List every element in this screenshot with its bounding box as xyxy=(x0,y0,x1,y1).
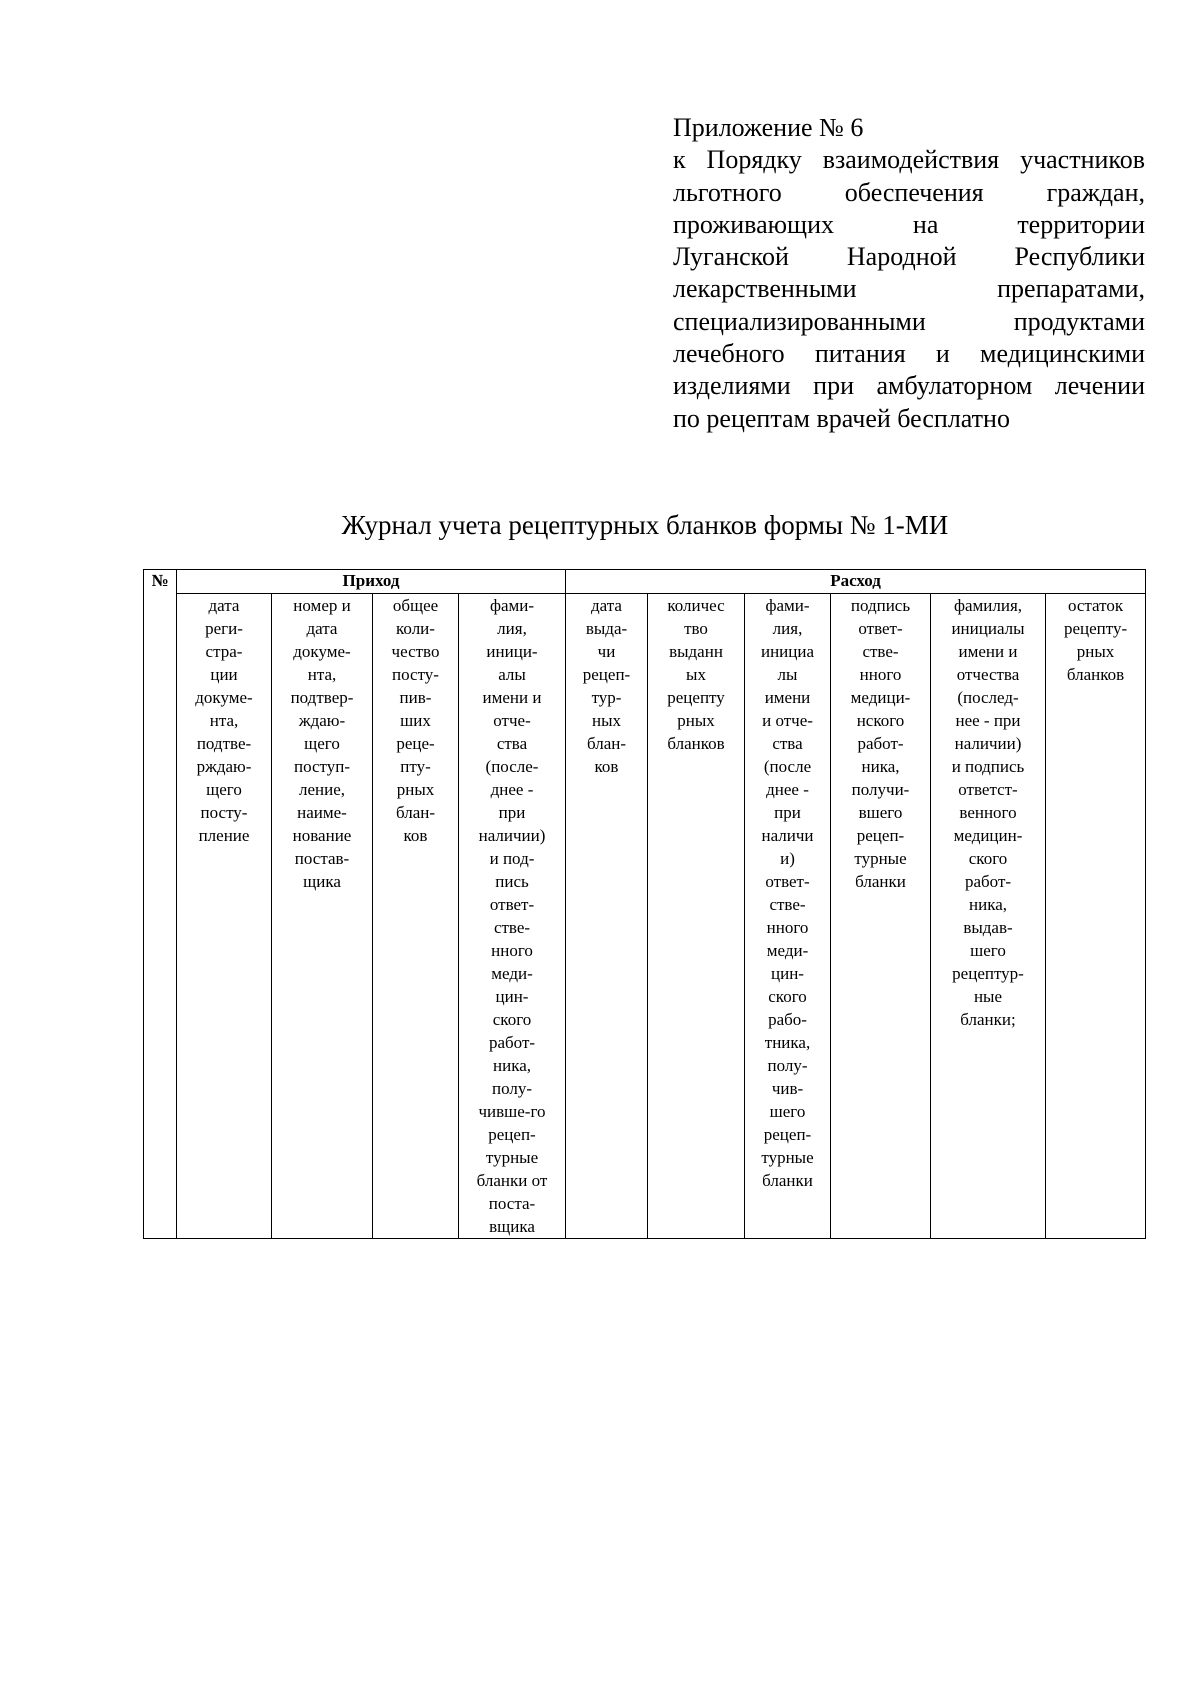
cell-text-line: рных xyxy=(1076,642,1115,661)
column-cell xyxy=(177,594,272,1239)
appendix-line: Приложение № 6 xyxy=(673,113,864,142)
cell-text-line: бланков xyxy=(667,734,725,753)
cell-text-line: ков xyxy=(594,757,619,776)
cell-text-line: бланков xyxy=(1066,665,1125,684)
cell-text-line: посту- xyxy=(200,803,248,822)
cell-text-line: имени и xyxy=(482,688,542,707)
appendix-line: к Порядку взаимодействия участников xyxy=(673,145,1145,175)
cell-text-line: и под- xyxy=(489,849,535,868)
cell-text-line: щика xyxy=(303,872,341,891)
cell-text-line: нее - при xyxy=(955,711,1021,730)
appendix-line: проживающих на территории xyxy=(673,209,1145,239)
cell-text-line: нного xyxy=(859,665,902,684)
cell-text-line: меди- xyxy=(766,941,809,960)
cell-text-line: ства xyxy=(496,734,528,753)
cell-text-line: докуме- xyxy=(195,688,253,707)
cell-text-line: работ- xyxy=(488,1033,536,1052)
cell-text-line: докуме- xyxy=(293,642,351,661)
cell-text-line: подтве- xyxy=(196,734,252,753)
cell-text-line: ника, xyxy=(493,1056,531,1075)
cell-text-line: бланки; xyxy=(960,1010,1016,1029)
cell-text-line: венного xyxy=(959,803,1017,822)
cell-text-line: бланки xyxy=(855,872,906,891)
cell-text-line: щего xyxy=(304,734,340,753)
cell-text-line: подпись xyxy=(850,596,911,615)
table-header-row xyxy=(144,570,1146,594)
cell-text-line: поступ- xyxy=(293,757,351,776)
cell-text-line: алы xyxy=(498,665,526,684)
cell-text-line: нного xyxy=(491,941,533,960)
cell-text-line: имени xyxy=(764,688,811,707)
column-cell xyxy=(745,594,831,1239)
cell-text-line: нта, xyxy=(209,711,239,730)
cell-text-line: цин- xyxy=(771,964,804,983)
cell-text-line: бланки xyxy=(762,1171,813,1190)
cell-text-line: ответст- xyxy=(958,780,1018,799)
column-cell xyxy=(648,594,745,1239)
cell-text-line: рабо- xyxy=(768,1010,807,1029)
appendix-line: льготного обеспечения граждан, xyxy=(673,177,1145,207)
column-cell xyxy=(373,594,459,1239)
cell-text-line: поста- xyxy=(488,1194,536,1213)
cell-text-line: ского xyxy=(492,1010,532,1029)
cell-text-line: фами- xyxy=(489,596,535,615)
cell-text-line: отчества xyxy=(956,665,1020,684)
cell-text-line: вшего xyxy=(858,803,903,822)
cell-text-line: общее xyxy=(392,596,439,615)
cell-text-line: ление, xyxy=(298,780,346,799)
cell-text-line: щего xyxy=(206,780,242,799)
cell-text-line: ших xyxy=(400,711,431,730)
cell-text-line: блан- xyxy=(395,803,435,822)
cell-text-line: нного xyxy=(766,918,809,937)
cell-text-line: меди- xyxy=(491,964,533,983)
cell-text-line: лы xyxy=(777,665,798,684)
cell-text-line: чив- xyxy=(771,1079,804,1098)
column-cell xyxy=(1046,594,1146,1239)
cell-text-line: днее - xyxy=(490,780,534,799)
cell-text-line: выдав- xyxy=(963,918,1013,937)
appendix-line: по рецептам врачей бесплатно xyxy=(673,403,1010,433)
cell-text-line: инициа xyxy=(760,642,815,661)
cell-text-line: ых xyxy=(686,665,706,684)
cell-text-line: реце- xyxy=(396,734,435,753)
cell-text-line: наличии) xyxy=(954,734,1022,753)
table-row xyxy=(144,594,1146,1239)
cell-text-line: блан- xyxy=(586,734,626,753)
cell-text-line: нта, xyxy=(307,665,337,684)
column-cell xyxy=(566,594,648,1239)
cell-text-line: наиме- xyxy=(297,803,347,822)
cell-text-line: иници- xyxy=(486,642,538,661)
cell-text-line: ждаю- xyxy=(298,711,346,730)
cell-text-line: ника, xyxy=(861,757,900,776)
expense-header: Расход xyxy=(566,570,1146,594)
cell-text-line: турные xyxy=(761,1148,814,1167)
cell-text-line: получи- xyxy=(851,780,910,799)
appendix-line: изделиями при амбулаторном лечении xyxy=(673,371,1145,401)
cell-text-line: ника, xyxy=(969,895,1007,914)
cell-text-line: и) xyxy=(780,849,795,868)
appendix-block xyxy=(673,112,1145,435)
cell-text-line: ства xyxy=(772,734,803,753)
cell-text-line: турные xyxy=(485,1148,539,1167)
cell-text-line: рецеп- xyxy=(488,1125,536,1144)
column-cell xyxy=(831,594,931,1239)
cell-text-line: ков xyxy=(403,826,428,845)
cell-text-line: вщика xyxy=(489,1217,535,1236)
column-cell xyxy=(272,594,373,1239)
cell-text-line: нского xyxy=(856,711,905,730)
cell-text-line: рецептур- xyxy=(952,964,1024,983)
cell-text-line: днее - xyxy=(766,780,809,799)
cell-text-line: работ- xyxy=(964,872,1012,891)
cell-text-line: тника, xyxy=(764,1033,811,1052)
cell-text-line: ответ- xyxy=(765,872,810,891)
cell-text-line: рецеп- xyxy=(763,1125,812,1144)
journal-table xyxy=(143,569,1146,1239)
cell-text-line: рных xyxy=(396,780,435,799)
cell-text-line: (после- xyxy=(485,757,539,776)
cell-text-line: выда- xyxy=(585,619,628,638)
cell-text-line: дата xyxy=(208,596,240,615)
cell-text-line: и отче- xyxy=(762,711,813,730)
cell-text-line: отче- xyxy=(493,711,531,730)
cell-text-line: наличии) xyxy=(478,826,546,845)
cell-text-line: ные xyxy=(973,987,1003,1006)
appendix-line: лечебного питания и медицинскими xyxy=(673,339,1145,369)
cell-text-line: рецепту- xyxy=(1063,619,1128,638)
cell-text-line: пление xyxy=(198,826,250,845)
cell-text-line: постав- xyxy=(294,849,350,868)
cell-text-line: и подпись xyxy=(951,757,1025,776)
cell-text-line: фамилия, xyxy=(953,596,1023,615)
cell-text-line: медицин- xyxy=(953,826,1023,845)
cell-text-line: лия, xyxy=(497,619,527,638)
cell-text-line: ответ- xyxy=(489,895,535,914)
cell-text-line: при xyxy=(774,803,801,822)
cell-text-line: дата xyxy=(306,619,338,638)
cell-text-line: пив- xyxy=(399,688,432,707)
appendix-line: Луганской Народной Республики xyxy=(673,242,1145,272)
cell-text-line: коли- xyxy=(396,619,435,638)
cell-text-line: фами- xyxy=(765,596,810,615)
income-header: Приход xyxy=(177,570,566,594)
cell-text-line: реги- xyxy=(205,619,243,638)
cell-text-line: стве- xyxy=(493,918,531,937)
journal-title: Журнал учета рецептурных бланков формы № 1-МИ xyxy=(341,510,949,540)
cell-text-line: цин- xyxy=(495,987,529,1006)
number-column-header: № xyxy=(144,570,177,1239)
cell-text-line: нование xyxy=(292,826,352,845)
appendix-line: специализированными продуктами xyxy=(673,306,1145,336)
cell-text-line: рецепту xyxy=(667,688,725,707)
cell-text-line: работ- xyxy=(857,734,904,753)
cell-text-line: стра- xyxy=(205,642,243,661)
cell-text-line: чи xyxy=(597,642,616,661)
cell-text-line: ных xyxy=(591,711,622,730)
cell-text-line: шего xyxy=(970,941,1006,960)
cell-text-line: посту- xyxy=(392,665,439,684)
cell-text-line: количес xyxy=(667,596,725,615)
cell-text-line: стве- xyxy=(769,895,806,914)
cell-text-line: стве- xyxy=(862,642,899,661)
cell-text-line: лия, xyxy=(772,619,803,638)
cell-text-line: дата xyxy=(591,596,622,615)
cell-text-line: тур- xyxy=(591,688,622,707)
appendix-line: лекарственными препаратами, xyxy=(673,274,1145,304)
cell-text-line: ответ- xyxy=(858,619,903,638)
column-cell xyxy=(459,594,566,1239)
cell-text-line: выданн xyxy=(669,642,723,661)
cell-text-line: рждаю- xyxy=(196,757,252,776)
cell-text-line: шего xyxy=(769,1102,806,1121)
cell-text-line: (послед- xyxy=(957,688,1019,707)
cell-text-line: подтвер- xyxy=(290,688,354,707)
column-cell xyxy=(931,594,1046,1239)
cell-text-line: чивше-го xyxy=(478,1102,546,1121)
cell-text-line: пись xyxy=(495,872,529,891)
cell-text-line: ского xyxy=(968,849,1008,868)
cell-text-line: турные xyxy=(854,849,907,868)
cell-text-line: бланки от xyxy=(476,1171,548,1190)
cell-text-line: имени и xyxy=(958,642,1018,661)
cell-text-line: рецеп- xyxy=(856,826,905,845)
cell-text-line: чество xyxy=(391,642,440,661)
cell-text-line: наличи xyxy=(761,826,814,845)
cell-text-line: рецеп- xyxy=(582,665,631,684)
cell-text-line: инициалы xyxy=(951,619,1025,638)
cell-text-line: полу- xyxy=(767,1056,808,1075)
cell-text-line: полу- xyxy=(491,1079,533,1098)
cell-text-line: при xyxy=(498,803,526,822)
cell-text-line: рных xyxy=(677,711,715,730)
cell-text-line: медици- xyxy=(850,688,911,707)
cell-text-line: (после xyxy=(763,757,812,776)
cell-text-line: ции xyxy=(210,665,238,684)
cell-text-line: остаток xyxy=(1067,596,1124,615)
cell-text-line: пту- xyxy=(400,757,431,776)
cell-text-line: номер и xyxy=(293,596,351,615)
cell-text-line: ского xyxy=(768,987,807,1006)
cell-text-line: тво xyxy=(684,619,708,638)
